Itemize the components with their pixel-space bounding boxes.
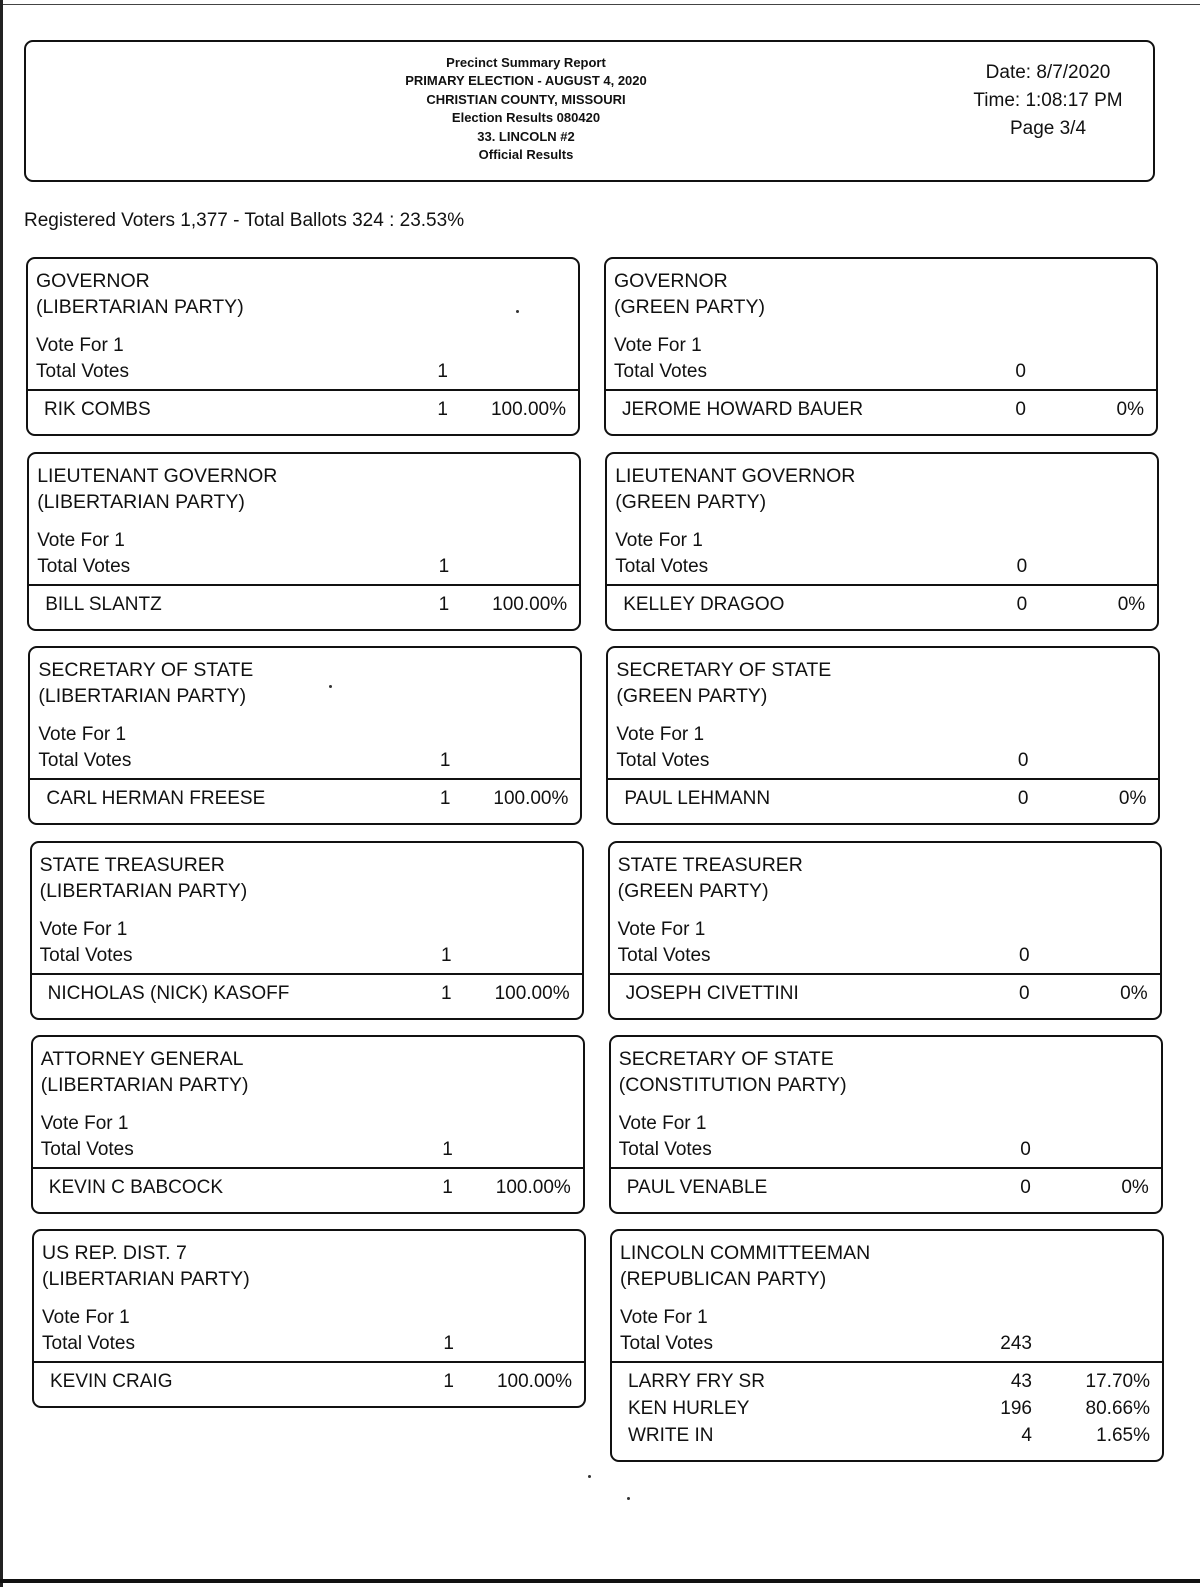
total-votes-label: Total Votes (40, 1139, 134, 1160)
candidate-name: RIK COMBS (44, 399, 151, 420)
race-title (618, 852, 803, 904)
total-votes-label: Total Votes (615, 556, 709, 577)
race-title (616, 657, 831, 709)
vote-for-label: Vote For 1 (36, 335, 124, 356)
total-votes-label: Total Votes (36, 361, 129, 382)
total-votes-value: 0 (1016, 556, 1028, 577)
race-box (28, 646, 582, 825)
candidate-percent: 100.00% (492, 594, 568, 615)
vote-for-label: Vote For 1 (42, 1307, 130, 1328)
vote-for-label: Vote For 1 (37, 530, 125, 551)
divider (611, 1167, 1161, 1169)
race-party: (LIBERTARIAN PARTY) (36, 296, 244, 318)
race-office: STATE TREASURER (617, 854, 803, 876)
candidate-row (610, 983, 1160, 1010)
race-title (615, 463, 855, 515)
race-party: (REPUBLICAN PARTY) (620, 1268, 827, 1290)
candidate-name: WRITE IN (628, 1425, 714, 1446)
divider (28, 389, 578, 391)
race-party: (GREEN PARTY) (614, 296, 765, 318)
divider (32, 973, 582, 975)
candidate-percent: 0% (1117, 594, 1146, 615)
race-office: ATTORNEY GENERAL (40, 1048, 244, 1070)
race-box (27, 452, 581, 631)
race-office: LINCOLN COMMITTEEMAN (620, 1242, 871, 1264)
total-votes-label: Total Votes (39, 945, 133, 966)
candidate-row (29, 594, 579, 621)
total-votes-value: 1 (437, 361, 448, 382)
candidate-percent: 0% (1121, 1177, 1149, 1198)
candidate-name: PAUL LEHMANN (624, 788, 771, 809)
scan-top-edge (0, 4, 1200, 5)
race-box (608, 841, 1162, 1020)
divider (30, 778, 580, 780)
race-box (605, 452, 1159, 631)
candidate-votes: 0 (1019, 983, 1030, 1004)
candidate-name: JOSEPH CIVETTINI (625, 983, 799, 1004)
scan-bottom-edge (0, 1579, 1200, 1583)
candidate-votes: 1 (443, 1371, 454, 1392)
race-box (610, 1229, 1164, 1462)
candidate-row (612, 1425, 1162, 1452)
total-votes-label: Total Votes (618, 1139, 712, 1160)
vote-for-label: Vote For 1 (616, 724, 705, 745)
divider (606, 389, 1156, 391)
race-box (31, 1035, 585, 1214)
vote-for-label: Vote For 1 (38, 724, 127, 745)
race-title (620, 1240, 870, 1292)
race-title (42, 1240, 250, 1292)
race-office: LIEUTENANT GOVERNOR (37, 465, 278, 487)
candidate-row (32, 983, 582, 1010)
race-party: (LIBERTARIAN PARTY) (40, 1074, 249, 1096)
race-box (32, 1229, 586, 1408)
candidate-row (612, 1371, 1162, 1398)
candidate-name: NICHOLAS (NICK) KASOFF (47, 983, 290, 1004)
divider (608, 778, 1158, 780)
total-votes-label: Total Votes (38, 750, 132, 771)
precinct-name: 33. LINCOLN #2 (477, 128, 575, 144)
race-title (619, 1046, 847, 1098)
race-office: SECRETARY OF STATE (618, 1048, 834, 1070)
candidate-name: CARL HERMAN FREESE (46, 788, 266, 809)
candidate-row (608, 788, 1158, 815)
race-office: LIEUTENANT GOVERNOR (615, 465, 856, 487)
candidate-votes: 0 (1020, 1177, 1031, 1198)
candidate-votes: 0 (1016, 594, 1028, 615)
total-votes-label: Total Votes (614, 361, 707, 382)
race-title (40, 852, 248, 904)
divider (610, 973, 1160, 975)
candidate-percent: 1.65% (1096, 1425, 1150, 1446)
total-votes-value: 0 (1020, 1139, 1031, 1160)
race-title (614, 268, 765, 320)
report-date: Date: 8/7/2020 (985, 62, 1111, 83)
race-office: SECRETARY OF STATE (38, 659, 254, 681)
candidate-row (34, 1371, 584, 1398)
candidate-percent: 100.00% (494, 983, 570, 1004)
turnout-summary: Registered Voters 1,377 - Total Ballots 324 : 23.53% (24, 210, 465, 231)
total-votes-value: 0 (1015, 361, 1026, 382)
divider (29, 584, 579, 586)
candidate-row (30, 788, 580, 815)
race-party: (GREEN PARTY) (616, 685, 768, 707)
total-votes-label: Total Votes (617, 945, 711, 966)
vote-for-label: Vote For 1 (618, 1113, 707, 1134)
total-votes-value: 243 (1000, 1333, 1032, 1354)
candidate-percent: 17.70% (1085, 1371, 1150, 1392)
divider (612, 1361, 1162, 1363)
total-votes-value: 1 (441, 945, 452, 966)
race-title (37, 463, 277, 515)
scan-speck (588, 1475, 591, 1478)
total-votes-value: 1 (438, 556, 450, 577)
candidate-name: KEVIN C BABCOCK (48, 1177, 224, 1198)
total-votes-label: Total Votes (616, 750, 710, 771)
vote-for-label: Vote For 1 (40, 1113, 129, 1134)
race-box (30, 841, 584, 1020)
results-id: Election Results 080420 (451, 110, 601, 126)
total-votes-label: Total Votes (42, 1333, 135, 1354)
race-office: STATE TREASURER (39, 854, 225, 876)
candidate-votes: 196 (1000, 1398, 1032, 1419)
candidate-percent: 0% (1118, 788, 1147, 809)
candidate-name: LARRY FRY SR (628, 1371, 765, 1392)
candidate-name: BILL SLANTZ (45, 594, 162, 615)
race-title (36, 268, 244, 320)
total-votes-label: Total Votes (620, 1333, 713, 1354)
total-votes-value: 1 (439, 750, 451, 771)
report-meta (953, 59, 1143, 143)
report-time: Time: 1:08:17 PM (973, 90, 1123, 111)
race-party: (GREEN PARTY) (615, 491, 767, 513)
county-name: CHRISTIAN COUNTY, MISSOURI (426, 91, 626, 107)
race-office: GOVERNOR (36, 270, 150, 292)
candidate-row (33, 1177, 583, 1204)
scan-speck (516, 310, 519, 313)
candidate-percent: 100.00% (495, 1177, 571, 1198)
total-votes-value: 0 (1017, 750, 1029, 771)
candidate-row (28, 399, 578, 426)
total-votes-value: 1 (442, 1139, 453, 1160)
race-party: (GREEN PARTY) (617, 880, 769, 902)
total-votes-value: 0 (1019, 945, 1030, 966)
candidate-votes: 1 (437, 399, 448, 420)
candidate-percent: 0% (1120, 983, 1148, 1004)
candidate-name: KEVIN CRAIG (50, 1371, 173, 1392)
candidate-row (611, 1177, 1161, 1204)
race-party: (LIBERTARIAN PARTY) (42, 1268, 250, 1290)
vote-for-label: Vote For 1 (620, 1307, 708, 1328)
race-party: (LIBERTARIAN PARTY) (38, 685, 247, 707)
scan-left-edge (0, 0, 3, 1587)
election-name: PRIMARY ELECTION - AUGUST 4, 2020 (405, 73, 647, 89)
vote-for-label: Vote For 1 (617, 919, 706, 940)
report-title-block (356, 54, 696, 164)
race-title (41, 1046, 249, 1098)
candidate-name: KELLEY DRAGOO (623, 594, 785, 615)
divider (34, 1361, 584, 1363)
race-office: US REP. DIST. 7 (42, 1242, 187, 1264)
candidate-percent: 100.00% (493, 788, 569, 809)
candidate-percent: 100.00% (496, 1371, 572, 1392)
candidate-row (607, 594, 1157, 621)
report-title: Precinct Summary Report (446, 55, 606, 70)
race-title (38, 657, 253, 709)
scan-speck (627, 1497, 630, 1500)
candidate-name: KEN HURLEY (628, 1398, 750, 1419)
candidate-row (612, 1398, 1162, 1425)
race-party: (LIBERTARIAN PARTY) (37, 491, 245, 513)
vote-for-label: Vote For 1 (614, 335, 702, 356)
race-box (609, 1035, 1163, 1214)
results-status: Official Results (478, 147, 574, 163)
candidate-votes: 1 (438, 594, 450, 615)
report-header (24, 40, 1155, 182)
vote-for-label: Vote For 1 (39, 919, 128, 940)
total-votes-value: 1 (443, 1333, 454, 1354)
candidate-votes: 43 (1010, 1371, 1032, 1392)
candidate-row (606, 399, 1156, 426)
candidate-votes: 1 (441, 983, 452, 1004)
candidate-votes: 4 (1021, 1425, 1032, 1446)
candidate-name: JEROME HOWARD BAUER (622, 399, 864, 420)
race-office: SECRETARY OF STATE (616, 659, 832, 681)
race-box (604, 257, 1158, 436)
candidate-percent: 100.00% (490, 399, 566, 420)
race-party: (LIBERTARIAN PARTY) (39, 880, 248, 902)
divider (607, 584, 1157, 586)
candidate-percent: 80.66% (1085, 1398, 1150, 1419)
scan-speck (329, 685, 332, 688)
race-box (606, 646, 1160, 825)
candidate-votes: 1 (439, 788, 451, 809)
race-box (26, 257, 580, 436)
candidate-votes: 1 (442, 1177, 453, 1198)
candidate-percent: 0% (1116, 399, 1144, 420)
race-party: (CONSTITUTION PARTY) (618, 1074, 847, 1096)
vote-for-label: Vote For 1 (615, 530, 703, 551)
total-votes-label: Total Votes (37, 556, 131, 577)
page-number: Page 3/4 (1009, 118, 1087, 139)
candidate-votes: 0 (1015, 399, 1026, 420)
race-office: GOVERNOR (614, 270, 728, 292)
divider (33, 1167, 583, 1169)
candidate-name: PAUL VENABLE (626, 1177, 768, 1198)
candidate-votes: 0 (1017, 788, 1029, 809)
